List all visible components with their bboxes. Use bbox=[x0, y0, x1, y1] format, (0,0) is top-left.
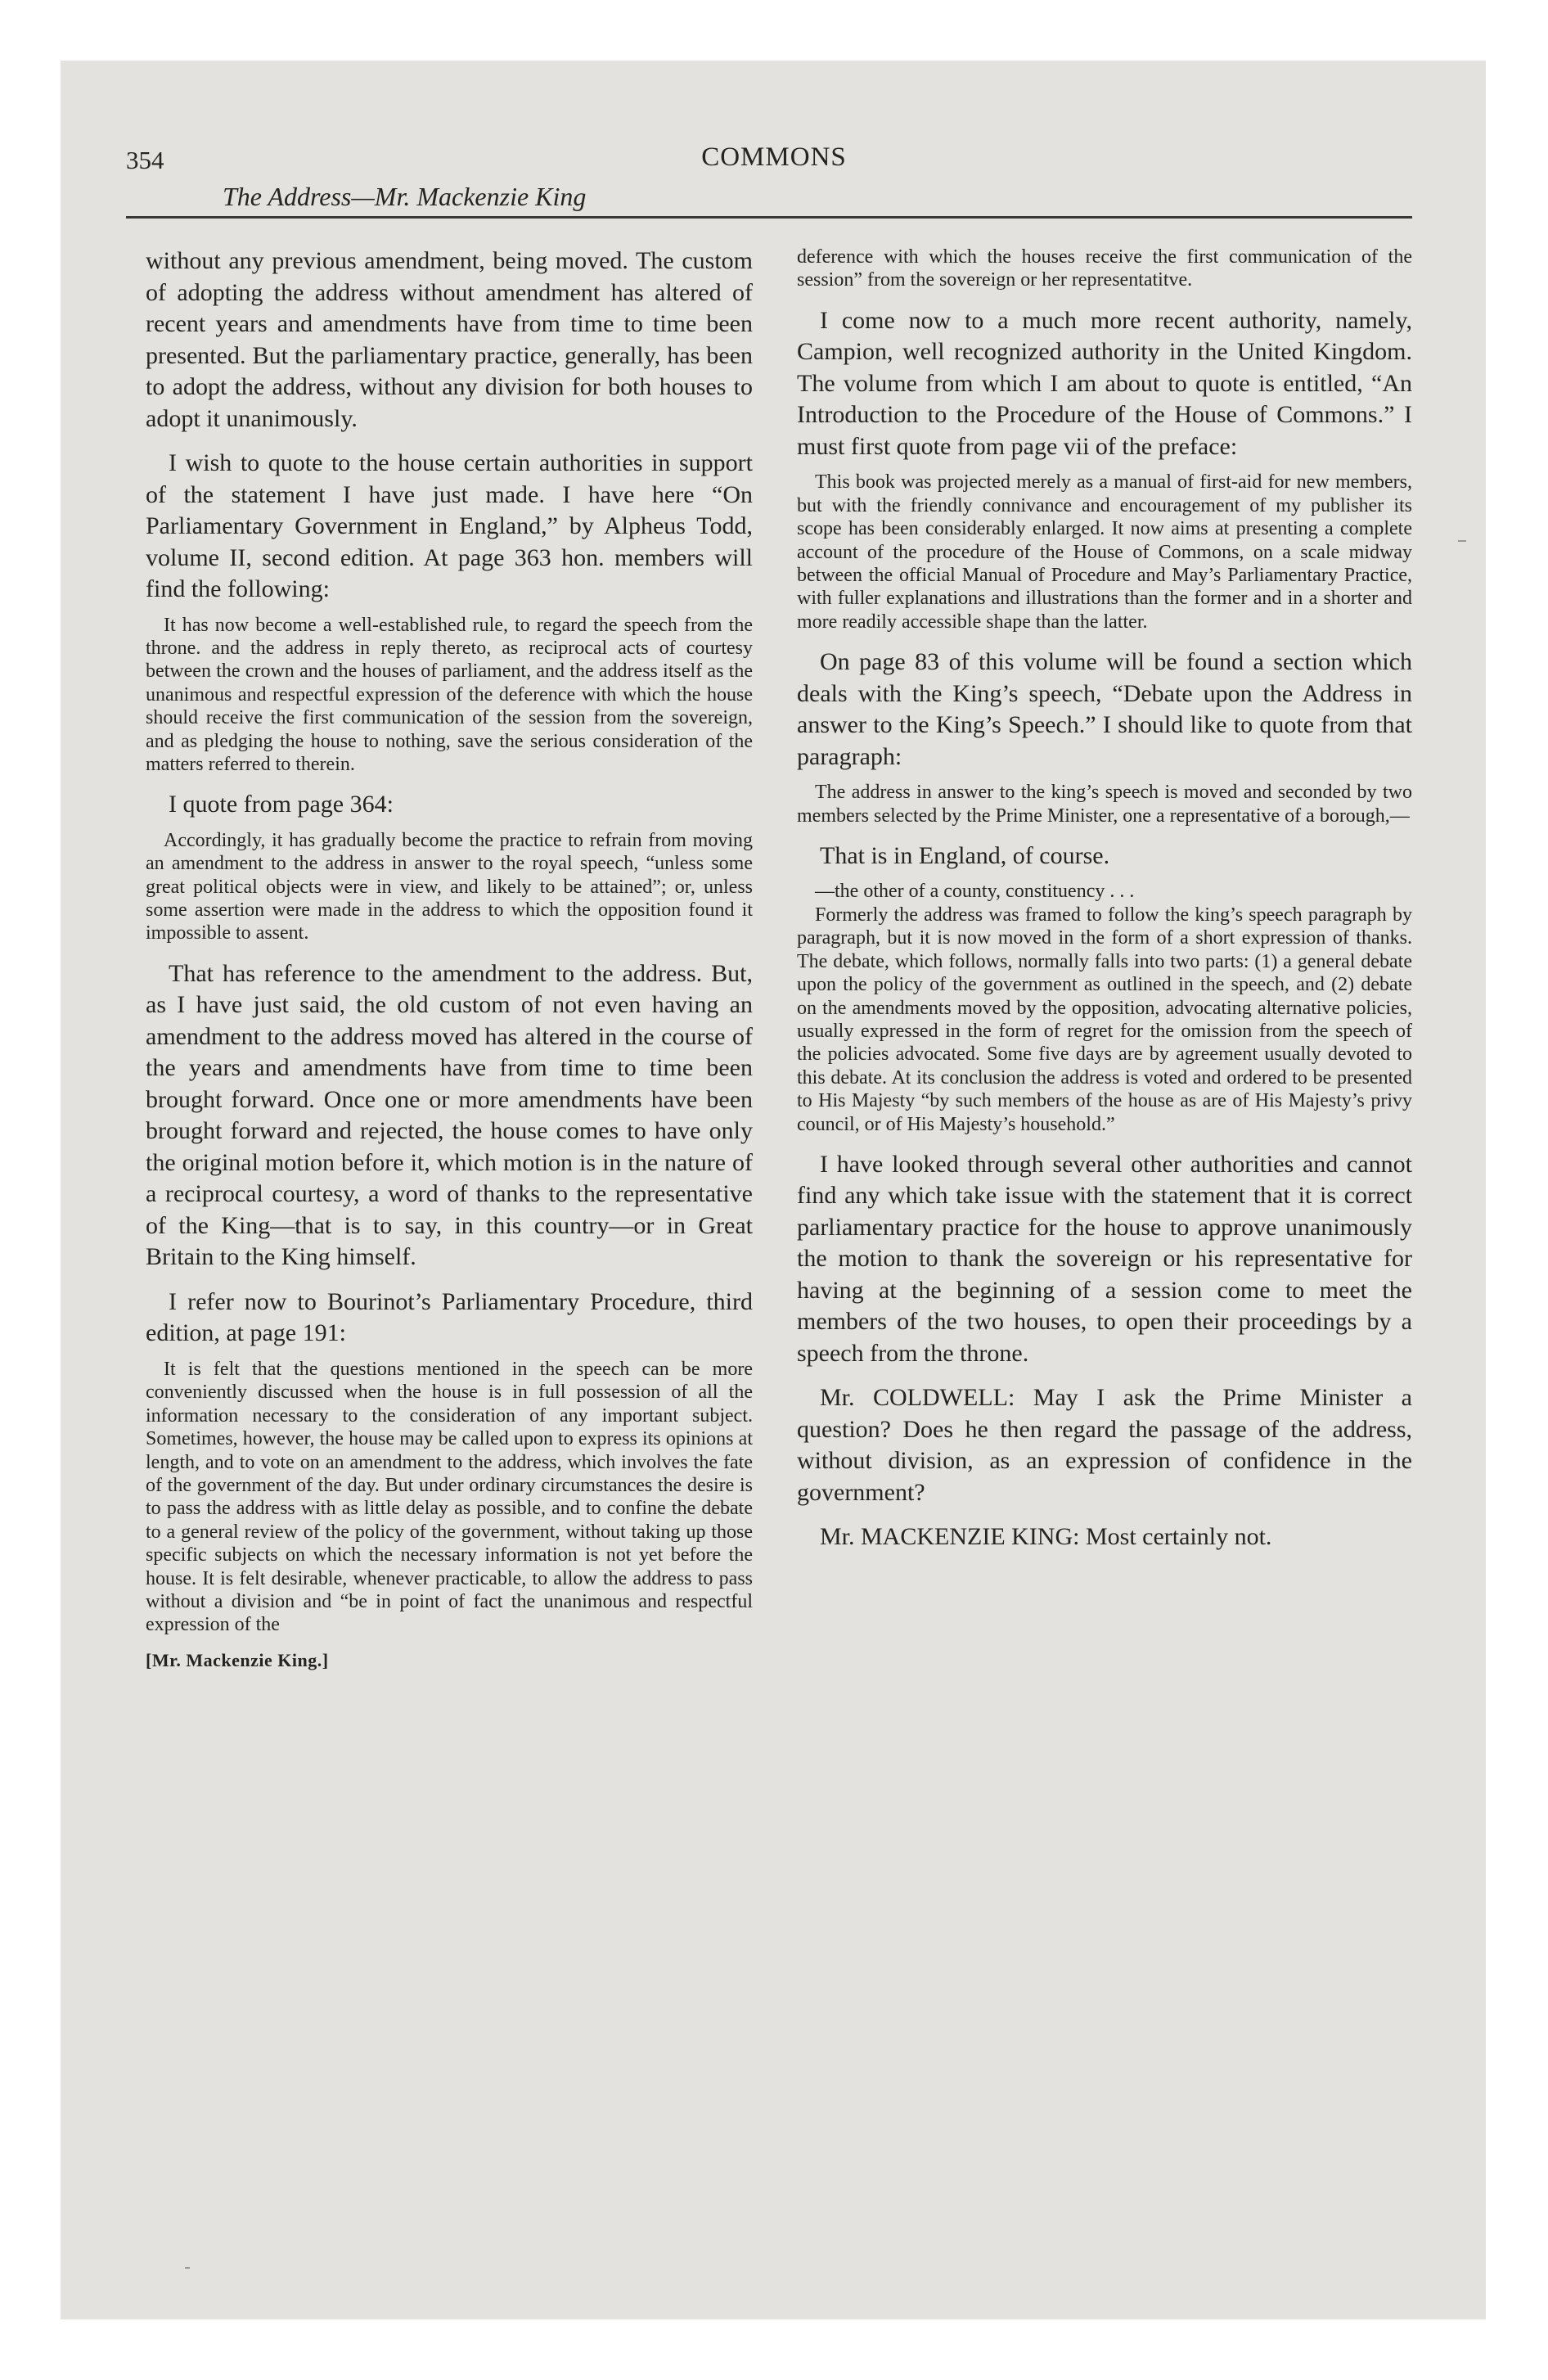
block-quote: The address in answer to the king’s speech is moved and seconded by two members selected by the Prime Minister, one a representative of a borough,— bbox=[797, 782, 1412, 827]
running-head: The Address—Mr. Mackenzie King bbox=[223, 182, 587, 211]
block-quote: It has now become a well-established rule, to regard the speech from the throne. and the address in reply thereto, as reciprocal acts of courtesy between the crown and the houses of parliament, and the address itself as the unanimous and respectful expression of the deference with which the house should receive the first communication of the session from the sovereign, and as pledging the house to nothing, save the serious consideration of the matters referred to therein. bbox=[146, 614, 753, 775]
left-column bbox=[146, 246, 753, 1671]
paragraph: I have looked through several other authorities and cannot find any which take issue with the statement that it is correct parliamentary practice for the house to approve unanimously the motion to thank the sovereign or his representative for having at the beginning of a session come to meet the members of the two houses, to open their proceedings by a speech from the throne. bbox=[797, 1150, 1412, 1367]
block-quote: It is felt that the questions mentioned in the speech can be more conveniently discussed when the house is in full possession of all the information necessary to the consideration of any important subject. Sometimes, however, the house may be called upon to express its opinions at length, and to vote on an amendment to the address, which involves the fate of the government of the day. But under ordinary circumstances the desire is to pass the address with as little delay as possible, and to confine the debate to a general review of the policy of the government, without taking up those specific subjects on which the necessary information is not yet before the house. It is felt desirable, whenever practicable, to allow the address to pass without a division and “be in point of fact the unanimous and respectful expression of the bbox=[146, 1358, 753, 1636]
margin-mark bbox=[185, 2267, 190, 2269]
block-quote: —the other of a county, constituency . . . bbox=[815, 881, 1135, 903]
block-quote: Formerly the address was framed to follow the king’s speech paragraph by paragraph, but it is now moved in the form of a short expression of thanks. The debate, which follows, normally falls into two parts: (1) a general debate upon the policy of the government as outlined in the speech, and (2) debate on the amendments moved by the opposition, advocating alternative policies, usually expressed in the form of regret for the omission from the speech of the policies advocated. Some five days are by agreement usually devoted to this debate. At its conclusion the address is voted and ordered to be presented to His Majesty “by such members of the house as are of His Majesty’s privy council, or of His Majesty’s household.” bbox=[797, 904, 1412, 1135]
speaker-signature: [Mr. Mackenzie King.] bbox=[146, 1649, 329, 1670]
block-quote: This book was projected merely as a manual of first-aid for new members, but with the friendly connivance and encouragement of my publisher its scope has been considerably enlarged. It now aims at presenting a complete account of the procedure of the House of Commons, on a scale midway between the official Manual of Procedure and May’s Parliamentary Practice, with fuller explanations and illustrations than the former and in a shorter and more readily accessible shape than the latter. bbox=[797, 471, 1412, 633]
paragraph: That has reference to the amendment to the address. But, as I have just said, the old custom of not even having an amendment to the address moved has altered in the course of the years and amendments have from time to time been brought forward. Once one or more amendments have been brought forward and rejected, the house comes to have only the original motion before it, which motion is in the nature of a reciprocal courtesy, a word of thanks to the representative of the King—that is to say, in this country—or in Great Britain to the King himself. bbox=[146, 959, 753, 1271]
right-column bbox=[797, 246, 1412, 1553]
page-title: COMMONS bbox=[701, 142, 847, 172]
header-rule bbox=[126, 216, 1412, 219]
paragraph: I come now to a much more recent authority, namely, Campion, well recognized authority in the United Kingdom. The volume from which I am about to quote is entitled, “An Introduction to the Procedure of the House of Commons.” I must first quote from page vii of the preface: bbox=[797, 306, 1412, 460]
paragraph: I refer now to Bourinot’s Parliamentary Procedure, third edition, at page 191: bbox=[146, 1287, 753, 1347]
paragraph: I quote from page 364: bbox=[169, 791, 394, 818]
block-quote: Accordingly, it has gradually become the practice to refrain from moving an amendment to the address in answer to the royal speech, “unless some great political objects were in view, and likely to be attained”; or, unless some assertion were made in the address to which the opposition found it impossible to assent. bbox=[146, 829, 753, 944]
paragraph: Mr. COLDWELL: May I ask the Prime Minister a question? Does he then regard the passage of the address, without division, as an expression of confidence in the government? bbox=[797, 1384, 1412, 1506]
paragraph: I wish to quote to the house certain authorities in support of the statement I have just made. I have here “On Parliamentary Government in England,” by Alpheus Todd, volume II, second edition. At page 363 hon. members will find the following: bbox=[146, 449, 753, 602]
paragraph: On page 83 of this volume will be found a section which deals with the King’s speech, “Debate upon the Address in answer to the King’s Speech.” I should like to quote from that paragraph: bbox=[797, 648, 1412, 770]
paragraph: Mr. MACKENZIE KING: Most certainly not. bbox=[820, 1523, 1272, 1551]
block-quote: deference with which the houses receive the first communication of the session” from the sovereign or her representatitve. bbox=[797, 246, 1412, 291]
paragraph: That is in England, of course. bbox=[820, 841, 1110, 869]
margin-mark bbox=[1458, 540, 1466, 542]
paragraph: without any previous amendment, being moved. The custom of adopting the address without amendment has altered of recent years and amendments have from time to time been presented. But the parliamentary practice, generally, has been to adopt the address, without any division for both houses to adopt it unanimously. bbox=[146, 247, 753, 432]
page-number: 354 bbox=[126, 146, 164, 174]
